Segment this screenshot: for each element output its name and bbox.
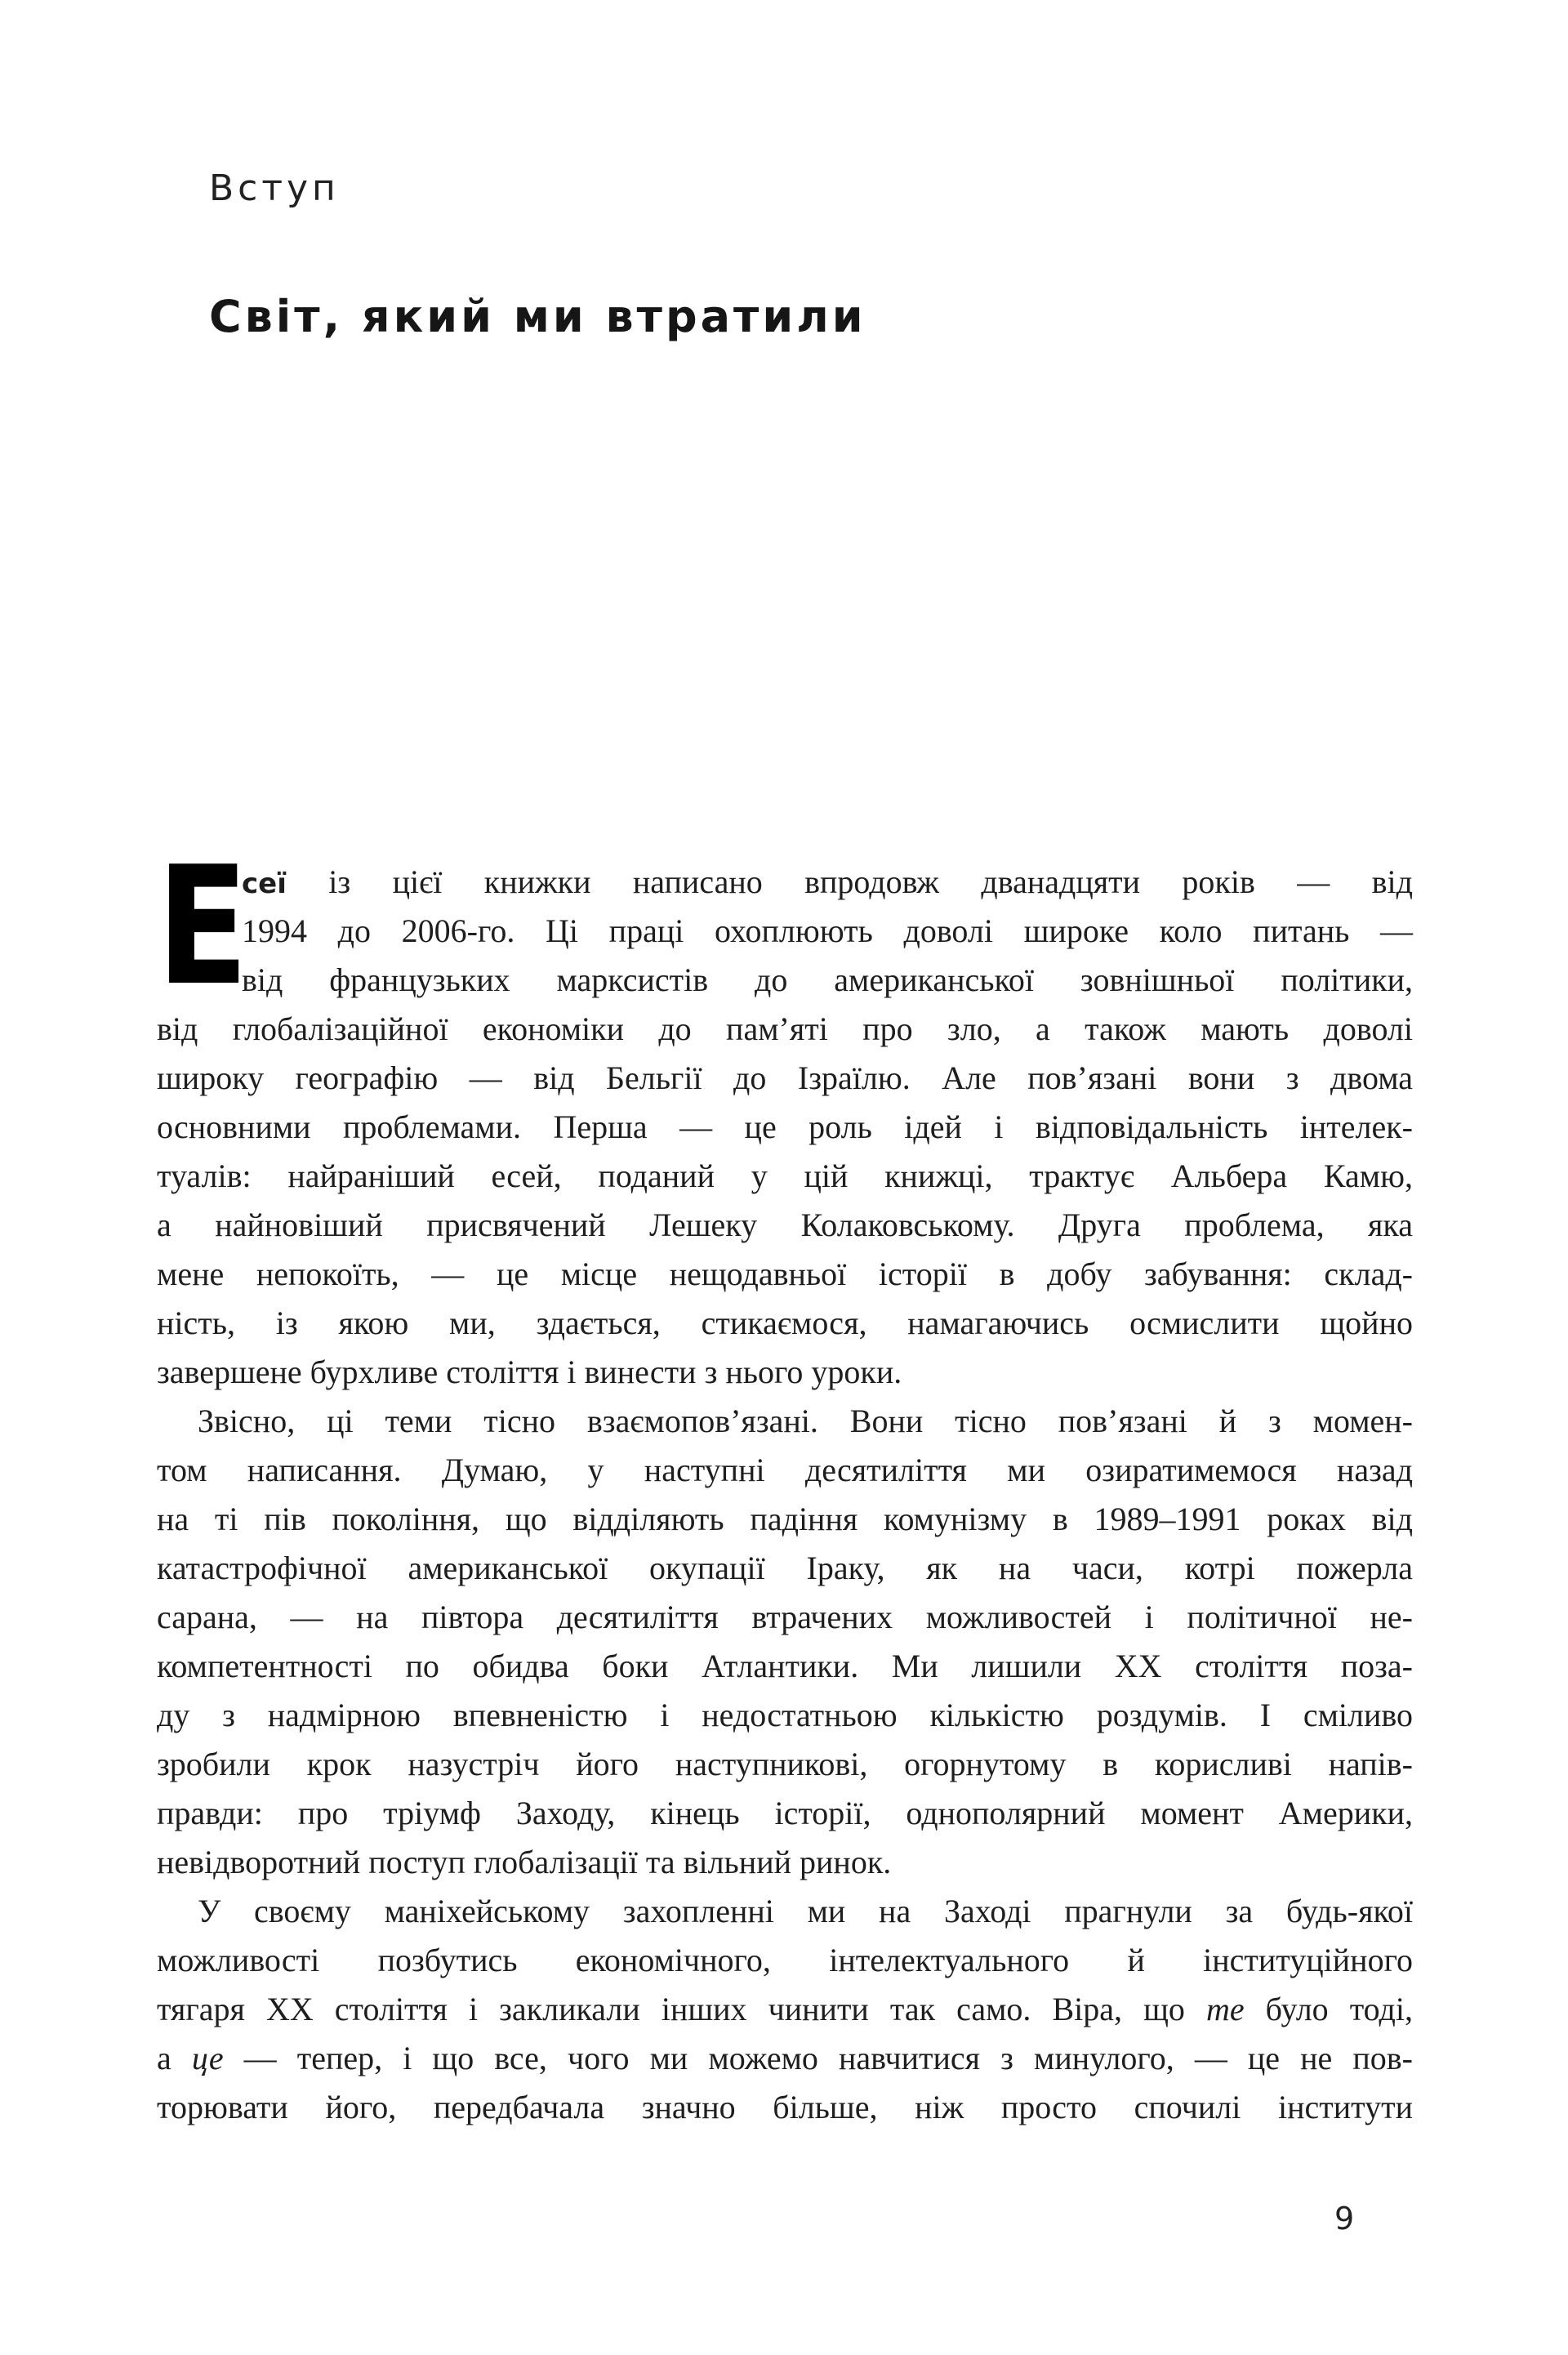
chapter-title: Світ, який ми втратили xyxy=(209,291,866,342)
text-segment: тягаря XX століття і закликали інших чинити так само. Віра, що xyxy=(157,1991,1206,2027)
text-line xyxy=(242,858,1413,907)
text-segment: а найновіший присвячений Лешеку Колаковському. Друга проблема, яка xyxy=(157,1206,1413,1243)
text-segment: із цієї книжки написано впродовж дванадцяти років — від xyxy=(328,863,1413,900)
lead-word: сеї xyxy=(242,868,287,900)
text-line xyxy=(157,1446,1413,1495)
paragraph xyxy=(157,832,1413,1397)
text-line xyxy=(157,1985,1413,2034)
text-line xyxy=(157,1887,1413,1936)
text-line xyxy=(157,2034,1413,2083)
body-text xyxy=(157,832,1413,2132)
text-segment: У своєму маніхейському захопленні ми на Заході прагнули за будь-якої xyxy=(198,1893,1413,1929)
text-segment: торювати його, передбачала значно більше, ніж просто спочилі інститути xyxy=(157,2089,1413,2125)
text-segment: — тепер, і що все, чого ми можемо навчитися з минулого, — це не пов- xyxy=(223,2040,1413,2076)
paragraph xyxy=(157,1887,1413,2132)
paragraph xyxy=(157,1397,1413,1887)
text-line xyxy=(157,1838,1413,1887)
text-line xyxy=(157,1593,1413,1642)
text-line xyxy=(157,1936,1413,1985)
page-number: 9 xyxy=(1334,2201,1355,2237)
text-line xyxy=(157,1544,1413,1593)
text-segment: було тоді, xyxy=(1244,1991,1413,2027)
italic-word: це xyxy=(191,2040,224,2076)
text-segment: 1994 до 2006-го. Ці праці охоплюють доволі широке коло питань — xyxy=(242,912,1413,949)
text-segment: сарана, — на півтора десятиліття втрачених можливостей і політичної не- xyxy=(157,1599,1413,1635)
text-segment: мене непокоїть, — це місце нещодавньої історії в добу забування: склад- xyxy=(157,1256,1413,1292)
text-line xyxy=(157,1348,1413,1397)
text-line xyxy=(157,1152,1413,1201)
text-segment: зробили крок назустріч його наступникові, огорнутому в корисливі напів- xyxy=(157,1746,1413,1782)
text-line xyxy=(157,1005,1413,1054)
section-label: Вступ xyxy=(209,167,340,209)
text-segment: основними проблемами. Перша — це роль ідей і відповідальність інтелек- xyxy=(157,1108,1413,1145)
text-segment: можливості позбутись економічного, інтелектуального й інституційного xyxy=(157,1942,1413,1978)
text-segment: катастрофічної американської окупації Іраку, як на часи, котрі пожерла xyxy=(157,1550,1413,1586)
text-segment: а xyxy=(157,2040,192,2076)
text-line xyxy=(157,1642,1413,1691)
text-segment: від глобалізаційної економіки до пам’яті про зло, а також мають доволі xyxy=(157,1010,1413,1047)
text-line xyxy=(157,1789,1413,1838)
text-line xyxy=(157,1495,1413,1544)
text-line xyxy=(157,1691,1413,1740)
text-line xyxy=(157,1250,1413,1299)
text-line xyxy=(157,1299,1413,1348)
text-segment: на ті пів покоління, що відділяють падіння комунізму в 1989–1991 роках від xyxy=(157,1501,1413,1537)
text-line xyxy=(157,1103,1413,1152)
text-segment: широку географію — від Бельгії до Ізраїлю. Але пов’язані вони з двома xyxy=(157,1059,1413,1096)
text-segment: туалів: найраніший есей, поданий у цій книжці, трактує Альбера Камю, xyxy=(157,1157,1413,1194)
text-segment: правди: про тріумф Заходу, кінець історії, однополярний момент Америки, xyxy=(157,1795,1413,1831)
italic-word: те xyxy=(1205,1991,1245,2027)
text-line xyxy=(157,1397,1413,1446)
text-line xyxy=(157,2083,1413,2132)
text-segment: том написання. Думаю, у наступні десятиліття ми озиратимемося назад xyxy=(157,1452,1413,1488)
text-line xyxy=(157,1201,1413,1250)
drop-cap: Е xyxy=(157,832,249,1022)
text-segment: від французьких марксистів до американської зовнішньої політики, xyxy=(242,961,1413,998)
text-segment: ність, із якою ми, здається, стикаємося, намагаючись осмислити щойно xyxy=(157,1305,1413,1341)
text-line xyxy=(157,1054,1413,1103)
text-segment: Звісно, ці теми тісно взаємопов’язані. Вони тісно пов’язані й з момен- xyxy=(198,1403,1413,1439)
text-segment: завершене бурхливе століття і винести з нього уроки. xyxy=(157,1354,902,1390)
text-line xyxy=(157,1740,1413,1789)
text-segment: компетентності по обидва боки Атлантики. Ми лишили XX століття поза- xyxy=(157,1648,1413,1684)
text-line xyxy=(242,956,1413,1005)
text-line xyxy=(242,907,1413,956)
text-segment: невідворотний поступ глобалізації та вільний ринок. xyxy=(157,1844,892,1880)
text-segment: ду з надмірною впевненістю і недостатньою кількістю роздумів. І сміливо xyxy=(157,1697,1413,1733)
